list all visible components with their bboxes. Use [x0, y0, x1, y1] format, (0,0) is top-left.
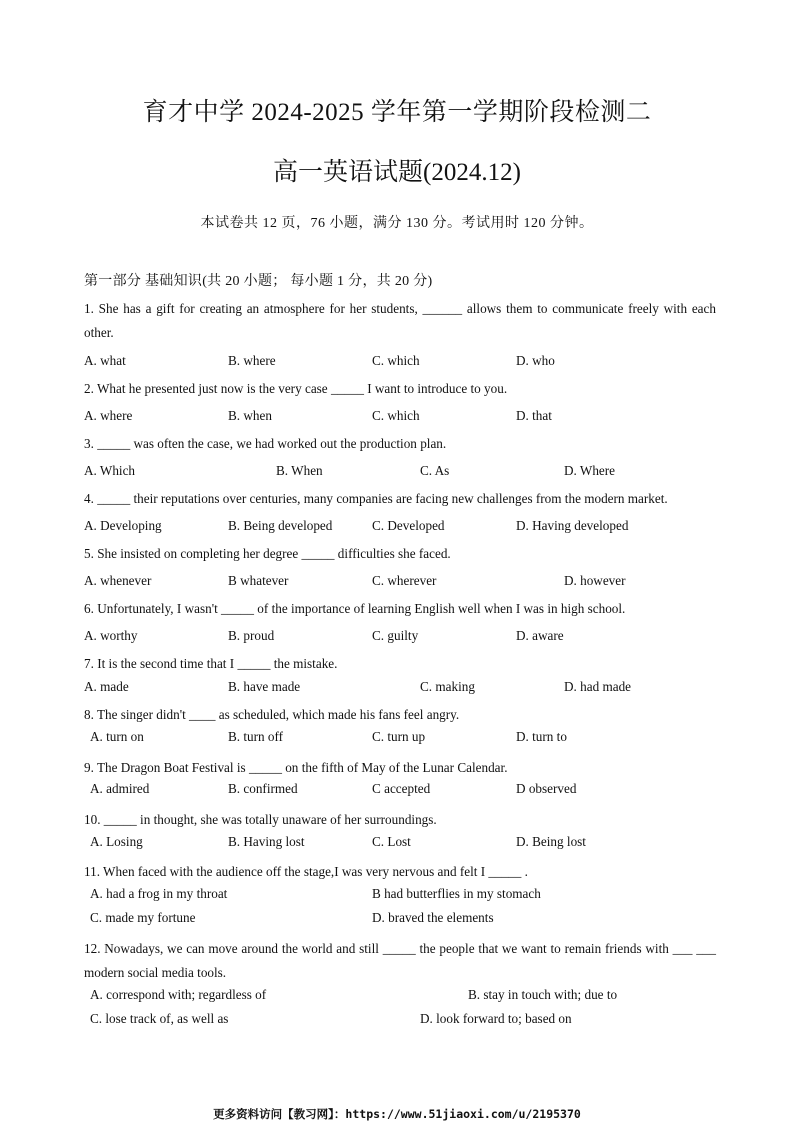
question-5-stem: 5. She insisted on completing her degree _____ difficulties she faced.	[84, 546, 451, 561]
option-b: B. turn off	[228, 729, 284, 744]
exam-subtitle: 高一英语试题(2024.12)	[273, 159, 521, 186]
question-12-options-row1	[0, 987, 794, 1009]
option-b: B whatever	[228, 573, 289, 588]
question-1-options	[0, 353, 794, 375]
option-d: D. who	[516, 353, 555, 368]
exam-title: 育才中学 2024-2025 学年第一学期阶段检测二	[142, 99, 652, 126]
option-d: D. had made	[564, 679, 632, 694]
option-a: A. Losing	[90, 834, 143, 849]
question-5-options	[0, 573, 794, 595]
exam-instructions: 本试卷共 12 页，76 小题，满分 130 分。考试用时 120 分钟。	[200, 216, 594, 231]
option-b: B. confirmed	[228, 781, 298, 796]
option-d: D observed	[516, 781, 577, 796]
option-a: A. what	[84, 353, 126, 368]
option-c: C. lose track of, as well as	[90, 1011, 229, 1026]
question-7-options	[0, 679, 794, 701]
question-8-options	[0, 729, 794, 751]
section-heading: 第一部分 基础知识(共 20 小题； 每小题 1 分，共 20 分)	[84, 274, 433, 289]
option-c: C. wherever	[372, 573, 437, 588]
option-a: A. worthy	[84, 628, 138, 643]
option-c: C. which	[372, 408, 420, 423]
option-d: D. turn to	[516, 729, 567, 744]
question-2-stem: 2. What he presented just now is the very case _____ I want to introduce to you.	[84, 381, 508, 396]
option-a: A. Which	[84, 463, 136, 478]
option-c: C. Lost	[372, 834, 411, 849]
option-c: C. As	[420, 463, 450, 478]
question-12-stem: 12. Nowadays, we can move around the world and still _____ the people that we want to remain friends with ___ ___ modern social media tools.	[84, 941, 716, 980]
question-11-stem: 11. When faced with the audience off the stage,I was very nervous and felt I _____ .	[84, 864, 528, 879]
option-a: A. where	[84, 408, 133, 423]
option-b: B. stay in touch with; due to	[468, 987, 618, 1002]
question-1-stem: 1. She has a gift for creating an atmosphere for her students, ______ allows them to communicate freely with each other.	[84, 301, 716, 340]
footer-link[interactable]: 更多资料访问【教习网】：https://www.51jiaoxi.com/u/2195370	[213, 1107, 581, 1121]
option-c: C. turn up	[372, 729, 426, 744]
option-b: B. Being developed	[228, 518, 333, 533]
question-8-stem: 8. The singer didn't ____ as scheduled, which made his fans feel angry.	[84, 707, 460, 722]
option-b: B. Having lost	[228, 834, 305, 849]
option-a: A. whenever	[84, 573, 152, 588]
option-a: A. correspond with; regardless of	[90, 987, 267, 1002]
option-d: D. aware	[516, 628, 564, 643]
option-c: C. guilty	[372, 628, 419, 643]
option-d: D. that	[516, 408, 552, 423]
question-9-stem: 9. The Dragon Boat Festival is _____ on the fifth of May of the Lunar Calendar.	[84, 760, 508, 775]
question-3-stem: 3. _____ was often the case, we had worked out the production plan.	[84, 436, 447, 451]
question-4-stem: 4. _____ their reputations over centuries, many companies are facing new challenges from the modern market.	[84, 491, 668, 506]
question-6-stem: 6. Unfortunately, I wasn't _____ of the importance of learning English well when I was in high school.	[84, 601, 626, 616]
question-10-stem: 10. _____ in thought, she was totally unaware of her surroundings.	[84, 812, 437, 827]
option-c: C. which	[372, 353, 420, 368]
option-c: C. making	[420, 679, 475, 694]
question-7-stem: 7. It is the second time that I _____ the mistake.	[84, 656, 338, 671]
option-d: D. Having developed	[516, 518, 629, 533]
option-a: A. admired	[90, 781, 150, 796]
option-b: B. where	[228, 353, 276, 368]
option-d: D. braved the elements	[372, 910, 494, 925]
option-a: A. turn on	[90, 729, 144, 744]
option-c: C. made my fortune	[90, 910, 196, 925]
question-12-options-row2	[0, 1011, 794, 1033]
option-d: D. Being lost	[516, 834, 586, 849]
option-d: D. however	[564, 573, 626, 588]
question-11-options-row1	[0, 886, 794, 908]
option-c: C accepted	[372, 781, 431, 796]
question-2-options	[0, 408, 794, 430]
option-b: B had butterflies in my stomach	[372, 886, 541, 901]
option-d: D. Where	[564, 463, 616, 478]
option-b: B. when	[228, 408, 272, 423]
option-a: A. Developing	[84, 518, 162, 533]
option-a: A. had a frog in my throat	[90, 886, 228, 901]
question-11-options-row2	[0, 910, 794, 932]
option-b: B. have made	[228, 679, 301, 694]
option-b: B. When	[276, 463, 323, 478]
option-a: A. made	[84, 679, 129, 694]
question-10-options	[0, 834, 794, 856]
question-9-options	[0, 781, 794, 803]
question-4-options	[0, 518, 794, 540]
question-3-options	[0, 463, 794, 485]
option-d: D. look forward to; based on	[420, 1011, 572, 1026]
option-b: B. proud	[228, 628, 275, 643]
option-c: C. Developed	[372, 518, 445, 533]
question-6-options	[0, 628, 794, 650]
